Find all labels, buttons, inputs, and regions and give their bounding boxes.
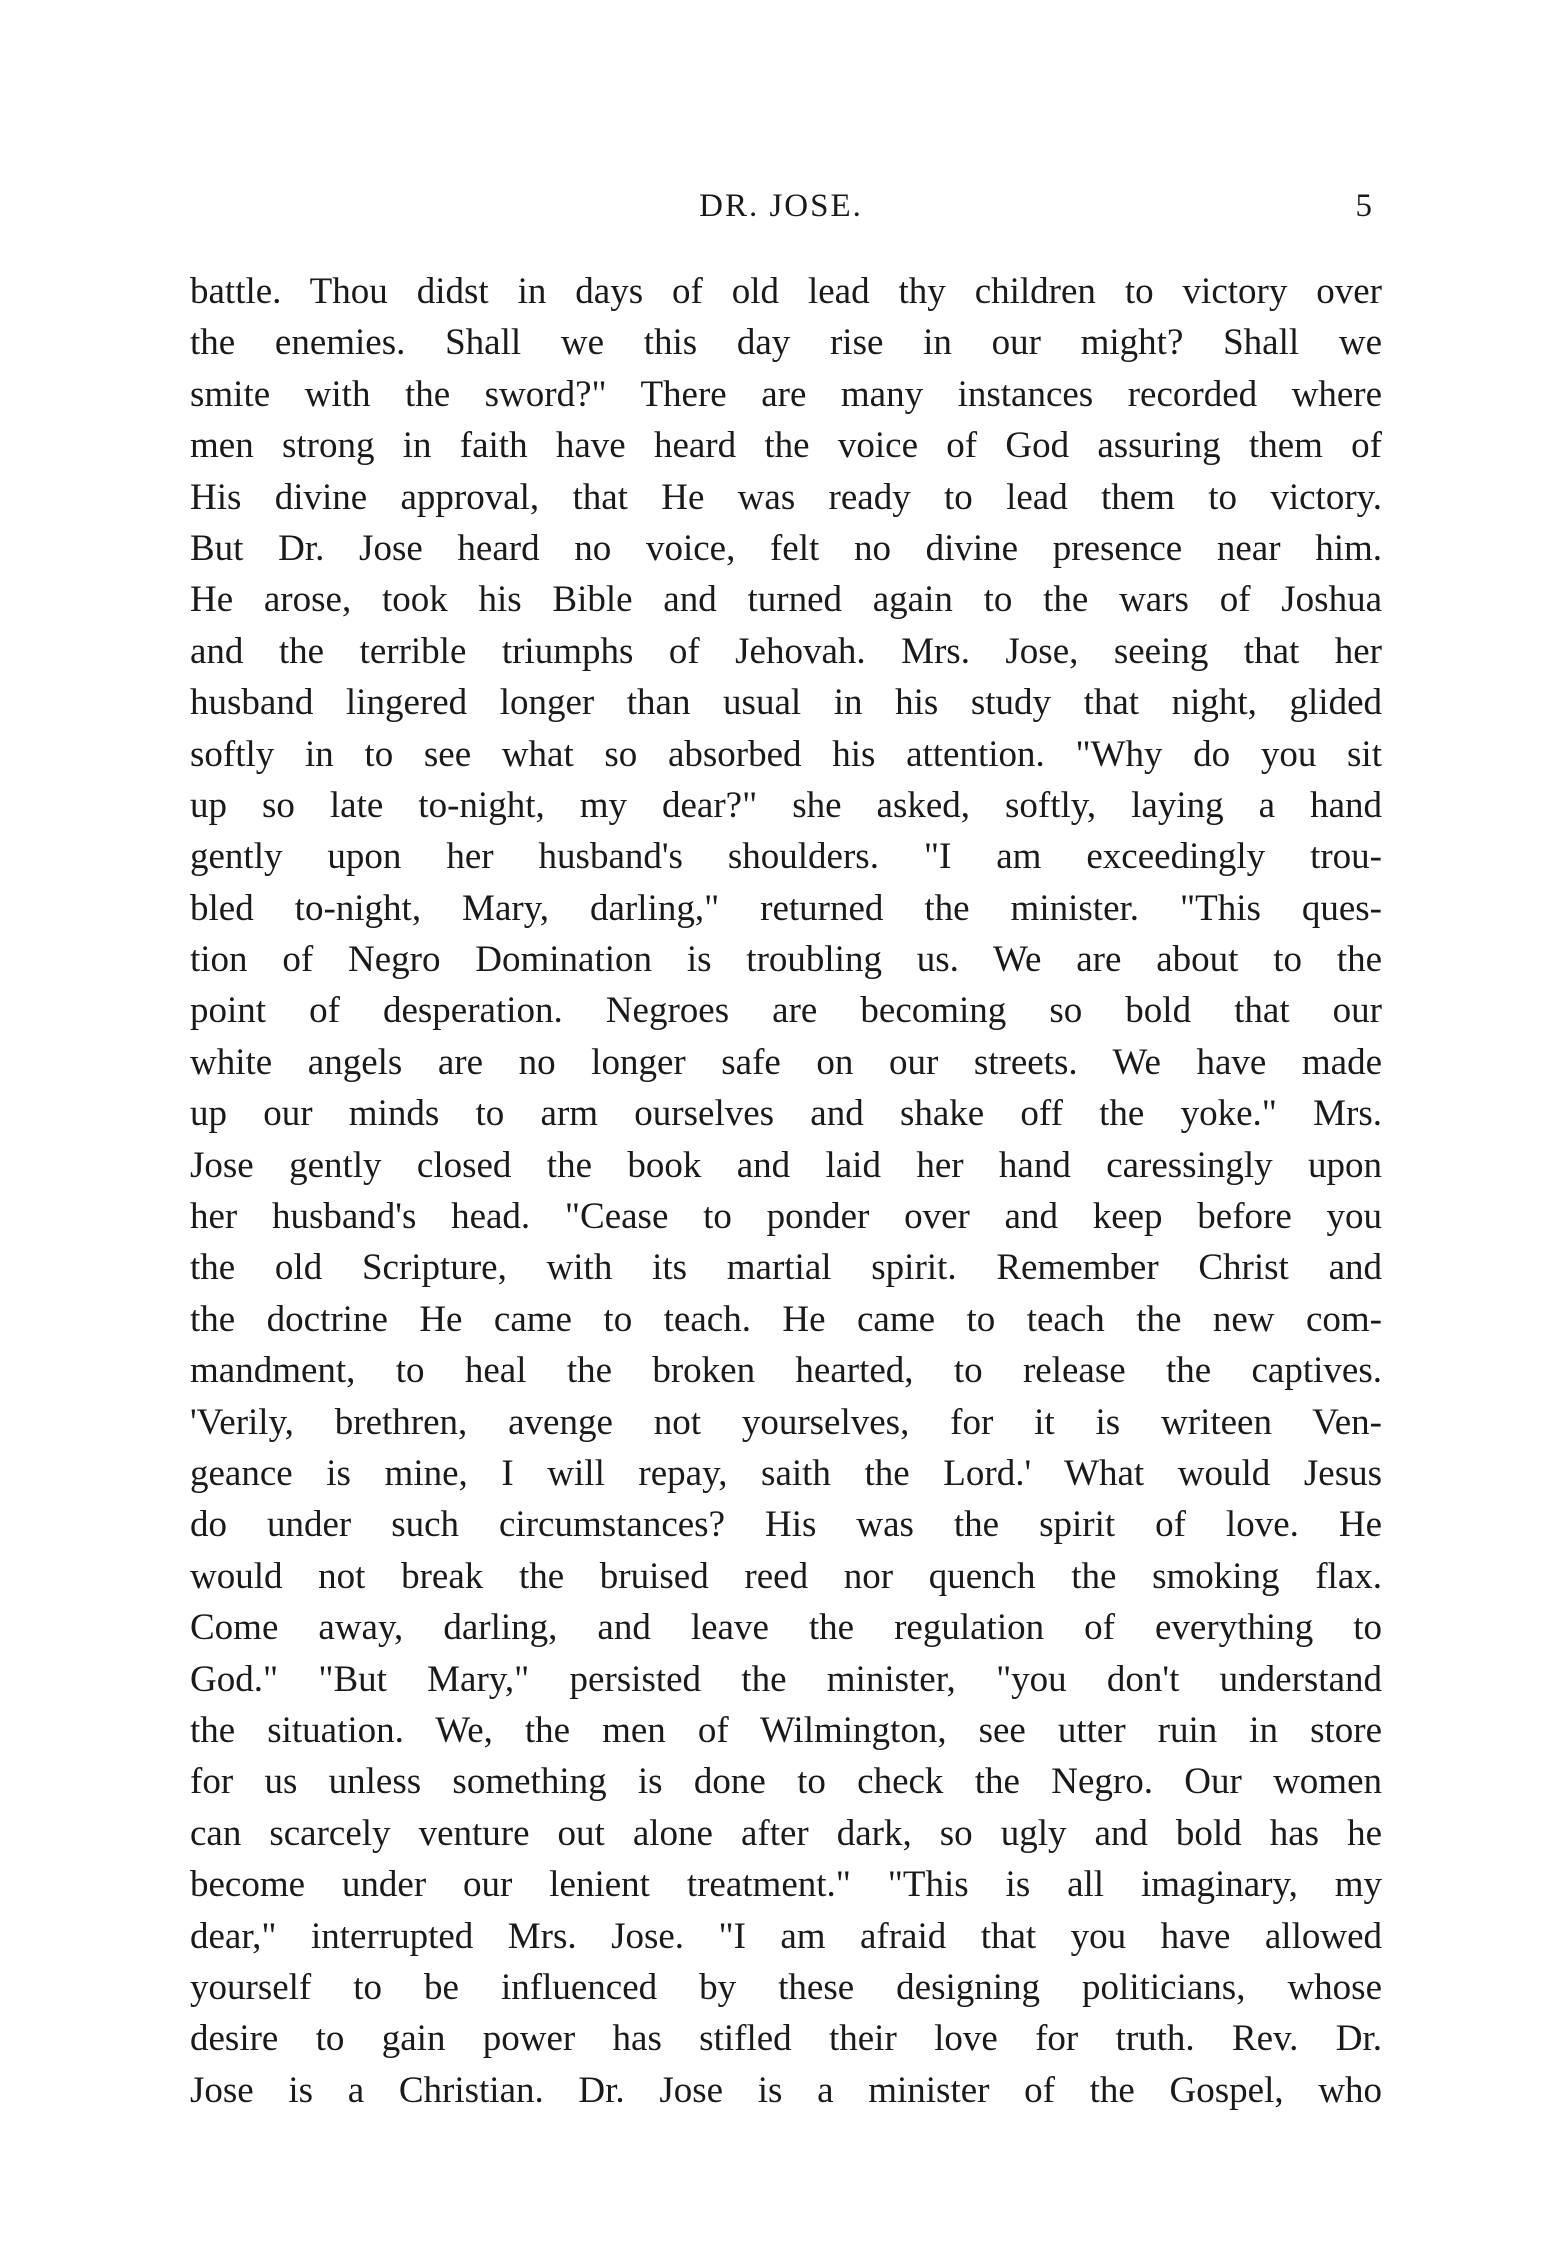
- text-line: the situation. We, the men of Wilmington, see utter ruin in store: [190, 1709, 1382, 1751]
- text-line: He arose, took his Bible and turned again to the wars of Joshua: [190, 579, 1382, 621]
- page-number: 5: [1355, 188, 1372, 224]
- text-line: God." "But Mary," persisted the minister, "you don't understand: [190, 1658, 1382, 1700]
- text-line: His divine approval, that He was ready to lead them to victory.: [190, 476, 1382, 518]
- text-line: Jose is a Christian. Dr. Jose is a minister of the Gospel, who: [190, 2069, 1382, 2111]
- text-line: Come away, darling, and leave the regulation of everything to: [190, 1607, 1382, 1649]
- text-line: would not break the bruised reed nor quench the smoking flax.: [190, 1555, 1382, 1597]
- text-line: But Dr. Jose heard no voice, felt no divine presence near him.: [190, 527, 1382, 569]
- text-line: battle. Thou didst in days of old lead thy children to victory over: [190, 271, 1382, 312]
- text-line: her husband's head. "Cease to ponder over and keep before you: [190, 1196, 1382, 1238]
- text-line: yourself to be influenced by these designing politicians, whose: [190, 1966, 1382, 2008]
- running-title: DR. JOSE.: [699, 188, 863, 224]
- text-line: husband lingered longer than usual in his study that night, glided: [190, 682, 1382, 724]
- text-line: desire to gain power has stifled their love for truth. Rev. Dr.: [190, 2018, 1382, 2060]
- body-text: [190, 266, 1382, 2116]
- text-line: for us unless something is done to check the Negro. Our women: [190, 1761, 1382, 1803]
- text-line: the enemies. Shall we this day rise in our might? Shall we: [190, 322, 1382, 364]
- text-line: dear," interrupted Mrs. Jose. "I am afraid that you have allowed: [190, 1915, 1382, 1957]
- text-line: softly in to see what so absorbed his attention. "Why do you sit: [190, 733, 1382, 775]
- running-head: [190, 184, 1372, 228]
- text-line: up our minds to arm ourselves and shake off the yoke." Mrs.: [190, 1093, 1382, 1135]
- text-line: and the terrible triumphs of Jehovah. Mrs. Jose, seeing that her: [190, 630, 1382, 672]
- text-line: tion of Negro Domination is troubling us. We are about to the: [190, 939, 1382, 981]
- text-line: gently upon her husband's shoulders. "I am exceedingly trou-: [190, 836, 1382, 878]
- text-line: up so late to-night, my dear?" she asked, softly, laying a hand: [190, 784, 1382, 826]
- text-line: smite with the sword?" There are many instances recorded where: [190, 373, 1382, 415]
- text-line: Jose gently closed the book and laid her hand caressingly upon: [190, 1144, 1382, 1186]
- text-line: become under our lenient treatment." "This is all imaginary, my: [190, 1864, 1382, 1906]
- text-line: white angels are no longer safe on our streets. We have made: [190, 1041, 1382, 1083]
- text-line: mandment, to heal the broken hearted, to release the captives.: [190, 1350, 1382, 1392]
- text-line: 'Verily, brethren, avenge not yourselves, for it is writeen Ven-: [190, 1401, 1382, 1443]
- text-line: do under such circumstances? His was the spirit of love. He: [190, 1504, 1382, 1546]
- text-line: the doctrine He came to teach. He came to teach the new com-: [190, 1298, 1382, 1340]
- text-line: the old Scripture, with its martial spirit. Remember Christ and: [190, 1247, 1382, 1289]
- text-line: can scarcely venture out alone after dark, so ugly and bold has he: [190, 1812, 1382, 1854]
- text-line: geance is mine, I will repay, saith the Lord.' What would Jesus: [190, 1452, 1382, 1494]
- text-line: bled to-night, Mary, darling," returned the minister. "This ques-: [190, 887, 1382, 929]
- text-line: point of desperation. Negroes are becoming so bold that our: [190, 990, 1382, 1032]
- text-line: men strong in faith have heard the voice of God assuring them of: [190, 425, 1382, 467]
